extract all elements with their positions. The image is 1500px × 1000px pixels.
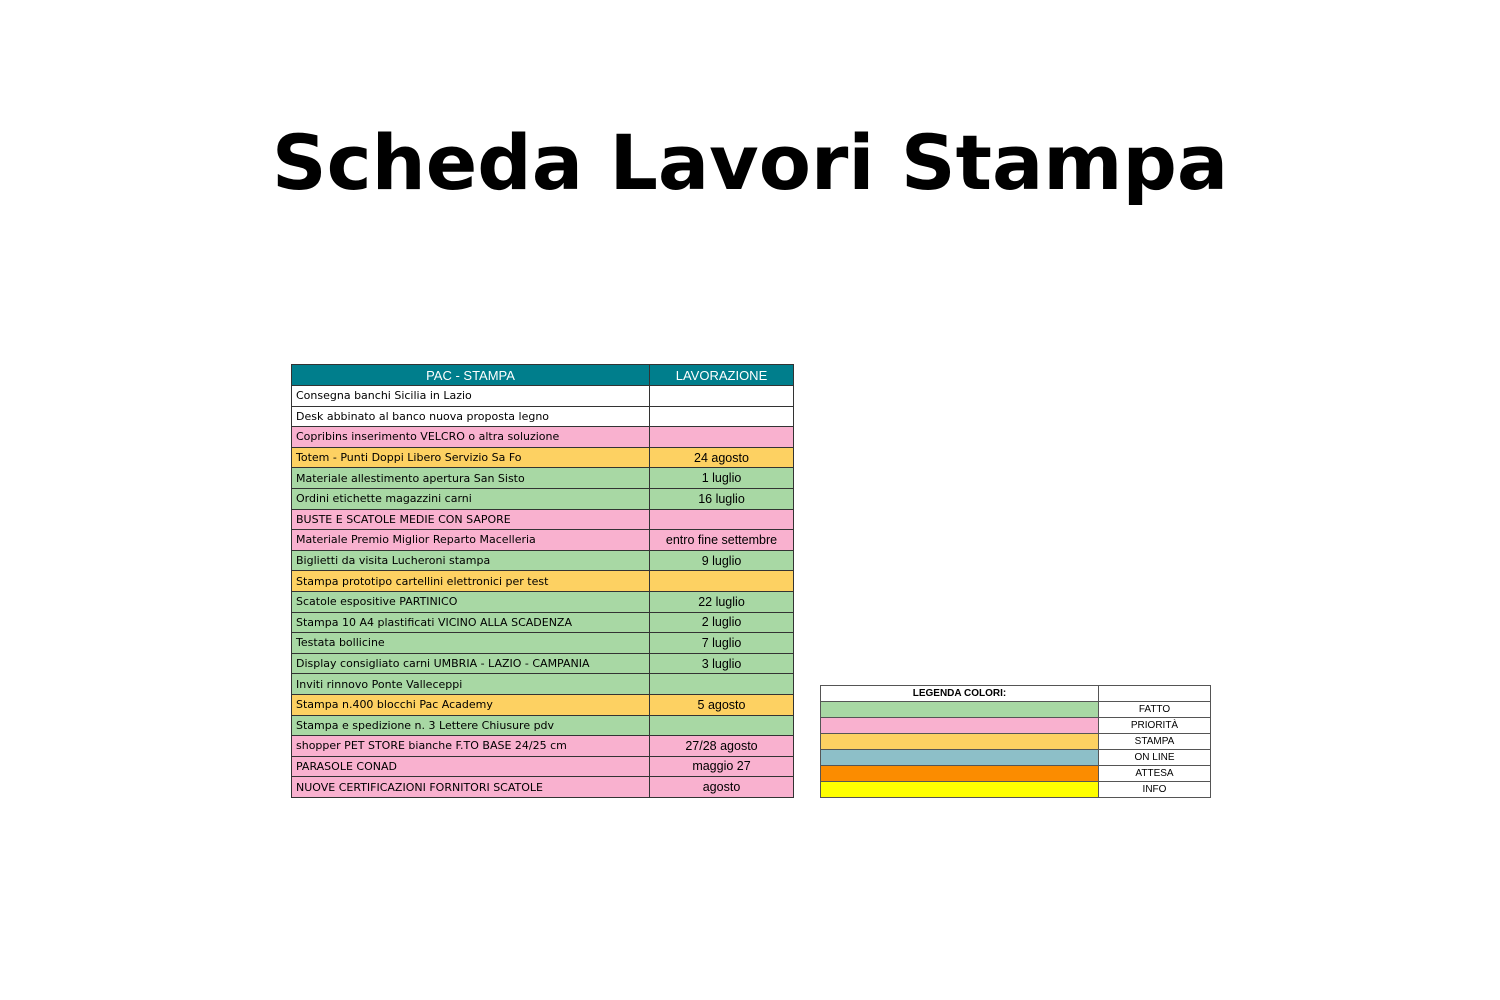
table-row <box>292 550 794 571</box>
table-row <box>292 571 794 592</box>
job-description: Inviti rinnovo Ponte Valleceppi <box>292 674 650 695</box>
job-description: Ordini etichette magazzini carni <box>292 488 650 509</box>
job-date: 3 luglio <box>650 653 794 674</box>
legend-row <box>821 702 1211 718</box>
job-date: agosto <box>650 777 794 798</box>
job-description: Stampa prototipo cartellini elettronici per test <box>292 571 650 592</box>
jobs-table <box>291 364 794 798</box>
job-description: BUSTE E SCATOLE MEDIE CON SAPORE <box>292 509 650 530</box>
legend-row <box>821 782 1211 798</box>
job-description: Stampa n.400 blocchi Pac Academy <box>292 694 650 715</box>
table-row <box>292 530 794 551</box>
legend-header-blank <box>1099 686 1211 702</box>
job-date <box>650 406 794 427</box>
job-date: 5 agosto <box>650 694 794 715</box>
job-date: 27/28 agosto <box>650 736 794 757</box>
table-row <box>292 736 794 757</box>
table-row <box>292 694 794 715</box>
job-description: Materiale Premio Miglior Reparto Macelleria <box>292 530 650 551</box>
jobs-header-row <box>292 365 794 386</box>
legend-label: FATTO <box>1099 702 1211 718</box>
job-date: 2 luglio <box>650 612 794 633</box>
page-title: Scheda Lavori Stampa <box>271 118 1229 207</box>
job-description: Stampa 10 A4 plastificati VICINO ALLA SCADENZA <box>292 612 650 633</box>
table-row <box>292 427 794 448</box>
legend-label: PRIORITÀ <box>1099 718 1211 734</box>
job-description: Desk abbinato al banco nuova proposta legno <box>292 406 650 427</box>
table-row <box>292 468 794 489</box>
legend-label: ON LINE <box>1099 750 1211 766</box>
job-description: Biglietti da visita Lucheroni stampa <box>292 550 650 571</box>
job-date: 1 luglio <box>650 468 794 489</box>
job-description: Copribins inserimento VELCRO o altra soluzione <box>292 427 650 448</box>
header-lavorazione: LAVORAZIONE <box>650 365 794 386</box>
job-description: Materiale allestimento apertura San Sisto <box>292 468 650 489</box>
jobs-body <box>292 386 794 798</box>
legend-row <box>821 766 1211 782</box>
table-row <box>292 406 794 427</box>
table-row <box>292 633 794 654</box>
legend-label: STAMPA <box>1099 734 1211 750</box>
legend-header-row <box>821 686 1211 702</box>
table-row <box>292 386 794 407</box>
job-date <box>650 715 794 736</box>
job-date: 22 luglio <box>650 591 794 612</box>
job-date <box>650 509 794 530</box>
job-date: 16 luglio <box>650 488 794 509</box>
legend-title: LEGENDA COLORI: <box>821 686 1099 702</box>
legend-row <box>821 750 1211 766</box>
header-pac-stampa: PAC - STAMPA <box>292 365 650 386</box>
job-description: Scatole espositive PARTINICO <box>292 591 650 612</box>
job-date <box>650 386 794 407</box>
legend-label: INFO <box>1099 782 1211 798</box>
job-description: Testata bollicine <box>292 633 650 654</box>
legend-row <box>821 734 1211 750</box>
job-description: PARASOLE CONAD <box>292 756 650 777</box>
job-date: 9 luglio <box>650 550 794 571</box>
table-row <box>292 612 794 633</box>
table-row <box>292 715 794 736</box>
legend-swatch <box>821 766 1099 782</box>
job-date: 24 agosto <box>650 447 794 468</box>
job-date <box>650 674 794 695</box>
legend-swatch <box>821 782 1099 798</box>
legend-swatch <box>821 734 1099 750</box>
table-row <box>292 447 794 468</box>
legend-row <box>821 718 1211 734</box>
job-description: Totem - Punti Doppi Libero Servizio Sa Fo <box>292 447 650 468</box>
job-date <box>650 571 794 592</box>
color-legend <box>820 685 1211 798</box>
job-date: entro fine settembre <box>650 530 794 551</box>
job-date <box>650 427 794 448</box>
job-description: shopper PET STORE bianche F.TO BASE 24/25 cm <box>292 736 650 757</box>
table-row <box>292 674 794 695</box>
table-row <box>292 777 794 798</box>
legend-swatch <box>821 750 1099 766</box>
job-description: Stampa e spedizione n. 3 Lettere Chiusure pdv <box>292 715 650 736</box>
table-row <box>292 591 794 612</box>
job-description: NUOVE CERTIFICAZIONI FORNITORI SCATOLE <box>292 777 650 798</box>
legend-swatch <box>821 702 1099 718</box>
legend-swatch <box>821 718 1099 734</box>
table-row <box>292 509 794 530</box>
job-date: 7 luglio <box>650 633 794 654</box>
table-row <box>292 756 794 777</box>
table-row <box>292 653 794 674</box>
job-description: Consegna banchi Sicilia in Lazio <box>292 386 650 407</box>
table-row <box>292 488 794 509</box>
job-date: maggio 27 <box>650 756 794 777</box>
legend-label: ATTESA <box>1099 766 1211 782</box>
job-description: Display consigliato carni UMBRIA - LAZIO - CAMPANIA <box>292 653 650 674</box>
